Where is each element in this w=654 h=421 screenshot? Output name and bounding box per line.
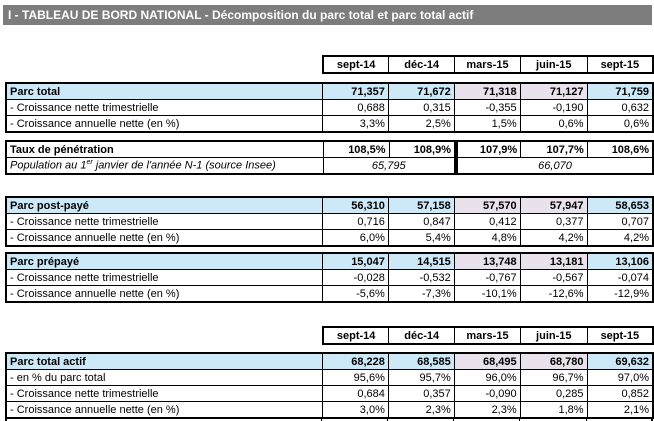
value-cell: 13,106 (587, 253, 653, 270)
population-value-2014: 65,795 (323, 158, 455, 175)
population-label-sup: er (86, 159, 93, 167)
period-cell: sept-14 (323, 56, 389, 73)
population-label-text: janvier de l'année N-1 (source Insee) (92, 159, 276, 172)
value-cell: -0,028 (322, 270, 388, 286)
row-label: Parc total (6, 83, 322, 100)
table-header-row (6, 197, 653, 214)
value-cell: 1,5% (454, 116, 520, 133)
row-label: - en % du parc total (6, 370, 322, 386)
value-cell: 0,707 (587, 214, 653, 230)
value-cell: 0,285 (520, 386, 587, 402)
period-header-bottom (322, 326, 654, 345)
period-header-row (323, 56, 653, 73)
taux-penetration-table-2015 (456, 140, 654, 175)
period-header-row (323, 327, 653, 344)
value-cell: 107,9% (457, 141, 521, 158)
value-cell: 95,6% (322, 370, 388, 386)
value-cell: 71,672 (388, 83, 454, 100)
table-header-row (457, 141, 653, 158)
row-label: Parc total actif (6, 353, 322, 370)
value-cell: 108,9% (389, 141, 455, 158)
value-cell: -0,190 (520, 100, 587, 116)
table-row (6, 286, 653, 303)
value-cell: 0,632 (587, 100, 653, 116)
parc-post-paye-table (5, 196, 654, 247)
table-row (6, 230, 653, 247)
row-label: - Croissance nette trimestrielle (6, 100, 322, 116)
period-cell: juin-15 (520, 56, 587, 73)
parc-prepaye-table (5, 252, 654, 303)
period-cell: sept-15 (587, 56, 653, 73)
value-cell: 71,759 (587, 83, 653, 100)
value-cell: 2,5% (388, 116, 454, 133)
value-cell: 107,7% (521, 141, 588, 158)
value-cell: 1,8% (520, 402, 587, 419)
value-cell: -10,1% (454, 286, 520, 303)
value-cell: -0,355 (454, 100, 520, 116)
row-label: Parc prépayé (6, 253, 322, 270)
table-row (6, 270, 653, 286)
value-cell: 14,515 (388, 253, 454, 270)
parc-total-table (5, 82, 654, 133)
table-row (6, 116, 653, 133)
value-cell: 96,0% (454, 370, 520, 386)
value-cell: 95,7% (388, 370, 454, 386)
value-cell: 68,585 (388, 353, 454, 370)
report-title: I - TABLEAU DE BORD NATIONAL - Décomposition du parc total et parc total actif (3, 5, 652, 25)
value-cell: 58,653 (587, 197, 653, 214)
parc-total-actif-table (5, 352, 654, 419)
value-cell: 68,495 (454, 353, 520, 370)
row-label: - Croissance nette trimestrielle (6, 270, 322, 286)
value-cell: 0,6% (520, 116, 587, 133)
table-row (6, 100, 653, 116)
row-label: Parc post-payé (6, 197, 322, 214)
value-cell: 2,1% (587, 402, 653, 419)
value-cell: 56,310 (322, 197, 388, 214)
taux-penetration-table-2014 (5, 140, 456, 175)
value-cell: 0,357 (388, 386, 454, 402)
value-cell: 4,2% (587, 230, 653, 247)
value-cell: 68,228 (322, 353, 388, 370)
row-label (6, 158, 323, 175)
value-cell: 0,412 (454, 214, 520, 230)
value-cell: -7,3% (388, 286, 454, 303)
cutoff-row-stubs (5, 417, 653, 421)
table-row (457, 158, 653, 175)
value-cell: 2,3% (454, 402, 520, 419)
value-cell: -0,532 (388, 270, 454, 286)
period-cell: juin-15 (520, 327, 587, 344)
value-cell: 108,5% (323, 141, 389, 158)
value-cell: 4,8% (454, 230, 520, 247)
row-label: - Croissance annuelle nette (en %) (6, 116, 322, 133)
row-label: - Croissance nette trimestrielle (6, 214, 322, 230)
value-cell: 6,0% (322, 230, 388, 247)
value-cell: -0,074 (587, 270, 653, 286)
row-label: Taux de pénétration (6, 141, 323, 158)
value-cell: 71,318 (454, 83, 520, 100)
table-row (6, 214, 653, 230)
value-cell: 68,780 (520, 353, 587, 370)
value-cell: -12,9% (587, 286, 653, 303)
value-cell: -0,567 (520, 270, 587, 286)
value-cell: 108,6% (587, 141, 653, 158)
row-label: - Croissance nette trimestrielle (6, 386, 322, 402)
value-cell: -12,6% (520, 286, 587, 303)
period-cell: sept-15 (587, 327, 653, 344)
population-value-2015: 66,070 (457, 158, 653, 175)
value-cell: 0,852 (587, 386, 653, 402)
period-header-top (322, 55, 654, 74)
value-cell: 0,377 (520, 214, 587, 230)
value-cell: 0,688 (322, 100, 388, 116)
table-header-row (6, 141, 455, 158)
value-cell: 57,158 (388, 197, 454, 214)
value-cell: 13,748 (454, 253, 520, 270)
value-cell: 4,2% (520, 230, 587, 247)
value-cell: 0,847 (388, 214, 454, 230)
period-cell: mars-15 (455, 327, 521, 344)
value-cell: 2,3% (388, 402, 454, 419)
table-row (6, 158, 455, 175)
value-cell: -0,090 (454, 386, 520, 402)
value-cell: 0,6% (587, 116, 653, 133)
table-row (6, 386, 653, 402)
row-label: - Croissance annuelle nette (en %) (6, 402, 322, 419)
table-row (6, 370, 653, 386)
value-cell: 3,0% (322, 402, 388, 419)
value-cell: 69,632 (587, 353, 653, 370)
table-header-row (6, 353, 653, 370)
value-cell: 15,047 (322, 253, 388, 270)
value-cell: 57,947 (520, 197, 587, 214)
value-cell: 5,4% (388, 230, 454, 247)
table-header-row (6, 253, 653, 270)
period-cell: sept-14 (323, 327, 389, 344)
value-cell: 0,684 (322, 386, 388, 402)
value-cell: 97,0% (587, 370, 653, 386)
value-cell: -0,767 (454, 270, 520, 286)
period-cell: déc-14 (389, 56, 455, 73)
period-cell: mars-15 (455, 56, 521, 73)
value-cell: 96,7% (520, 370, 587, 386)
value-cell: 57,570 (454, 197, 520, 214)
value-cell: 0,315 (388, 100, 454, 116)
value-cell: -5,6% (322, 286, 388, 303)
population-label-text: Population au 1 (10, 159, 87, 172)
value-cell: 71,357 (322, 83, 388, 100)
value-cell: 3,3% (322, 116, 388, 133)
value-cell: 0,716 (322, 214, 388, 230)
value-cell: 71,127 (520, 83, 587, 100)
row-label: - Croissance annuelle nette (en %) (6, 286, 322, 303)
value-cell: 13,181 (520, 253, 587, 270)
table-row (6, 402, 653, 419)
table-header-row (6, 83, 653, 100)
row-label: - Croissance annuelle nette (en %) (6, 230, 322, 247)
period-cell: déc-14 (389, 327, 455, 344)
